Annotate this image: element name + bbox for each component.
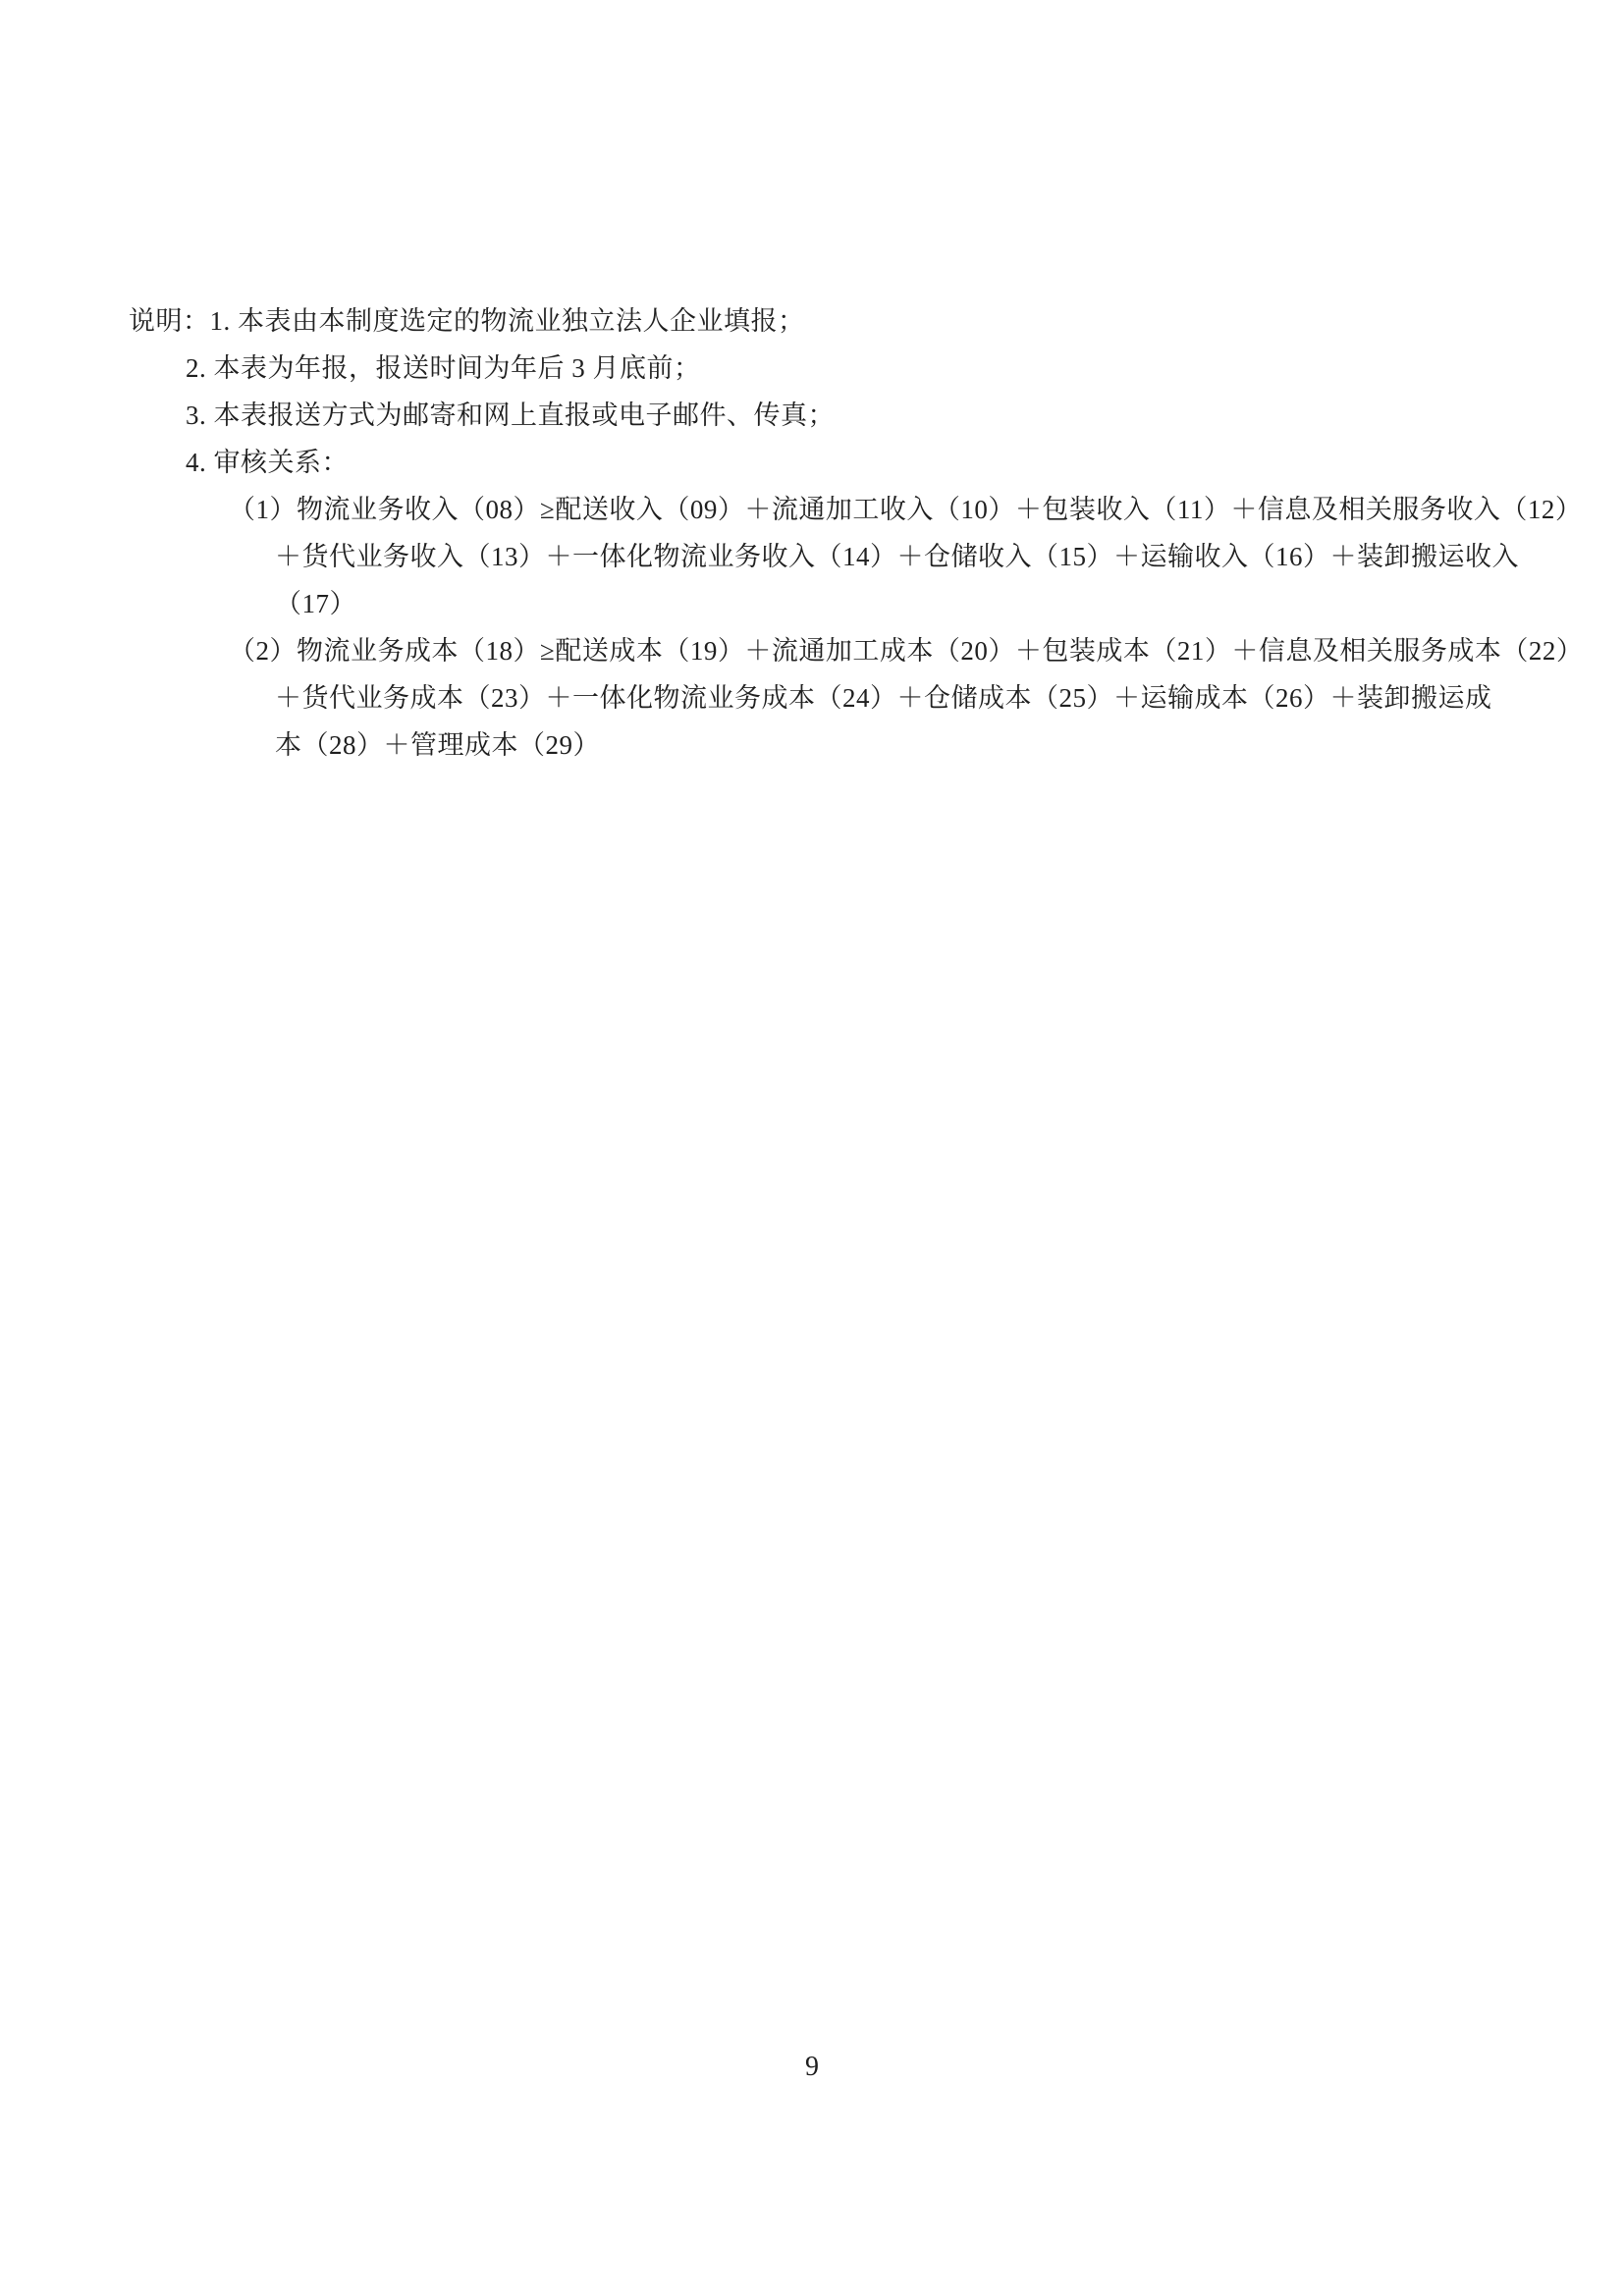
- note-line-item-3: 3. 本表报送方式为邮寄和网上直报或电子邮件、传真；: [186, 400, 835, 430]
- note-line-formula-2c: 本（28）＋管理成本（29）: [275, 730, 600, 760]
- note-line-formula-1: （1）物流业务收入（08）≥配送收入（09）＋流通加工收入（10）＋包装收入（11）＋信息及相关服务收入（12）: [229, 495, 1583, 524]
- notes-block: [0, 297, 1624, 769]
- note-line-item-2: 2. 本表为年报，报送时间为年后 3 月底前；: [186, 353, 701, 383]
- note-line-formula-1c: （17）: [275, 589, 356, 618]
- note-line-formula-2b: ＋货代业务成本（23）＋一体化物流业务成本（24）＋仓储成本（25）＋运输成本（26）＋装卸搬运成: [275, 683, 1492, 713]
- page-number: 9: [805, 2052, 819, 2082]
- note-line-formula-1b: ＋货代业务收入（13）＋一体化物流业务收入（14）＋仓储收入（15）＋运输收入（16）＋装卸搬运收入: [275, 542, 1519, 571]
- note-line-intro: 说明：1. 本表由本制度选定的物流业独立法人企业填报；: [129, 306, 805, 336]
- note-line-item-4: 4. 审核关系：: [186, 448, 349, 477]
- note-line-formula-2: （2）物流业务成本（18）≥配送成本（19）＋流通加工成本（20）＋包装成本（21）＋信息及相关服务成本（22）: [229, 636, 1584, 666]
